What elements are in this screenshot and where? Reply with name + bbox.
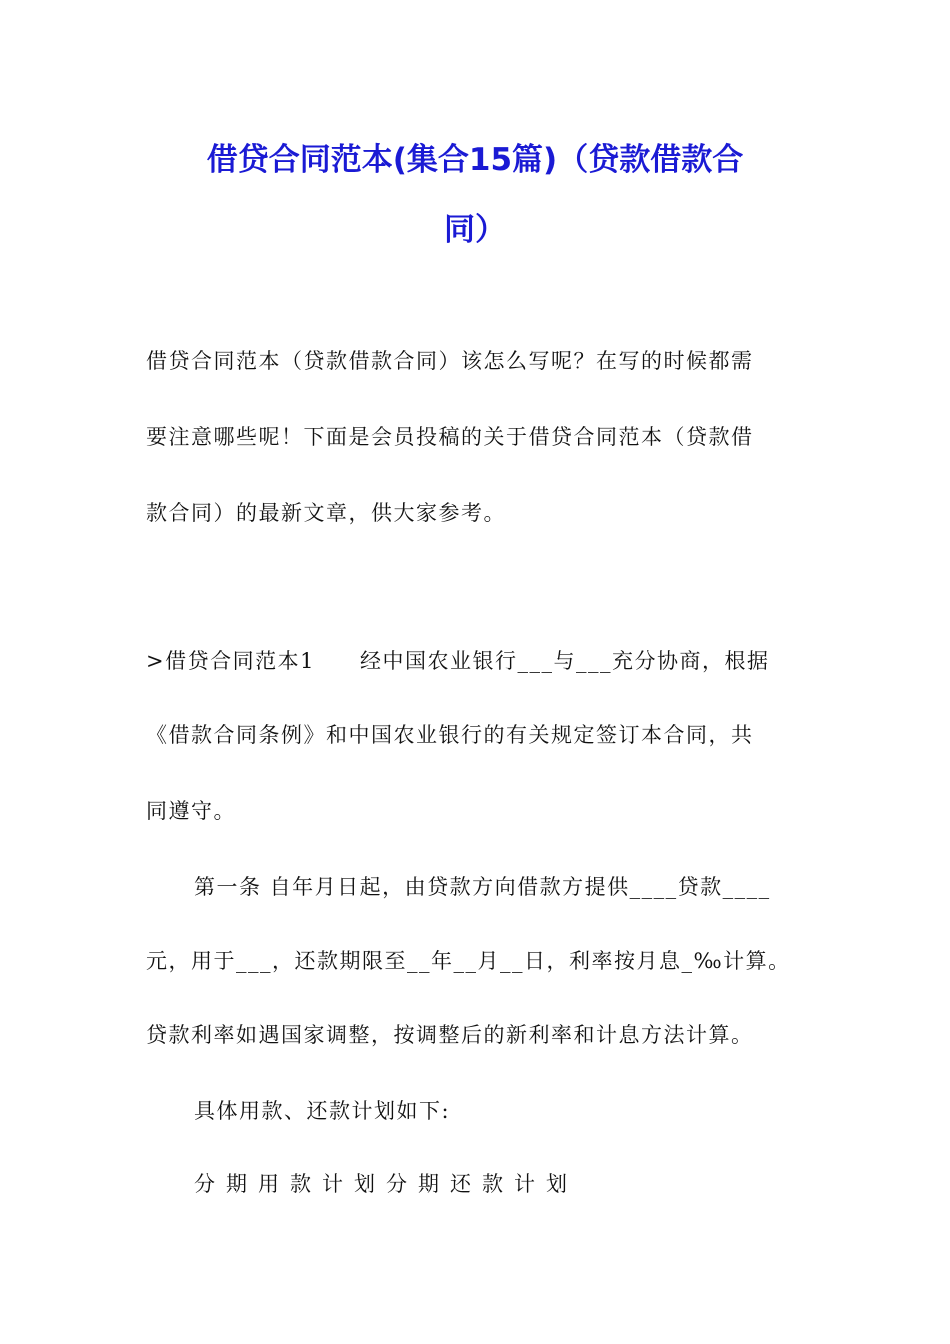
intro-line-3: 款合同）的最新文章，供大家参考。: [146, 501, 506, 525]
document-title-line-1: 借贷合同范本(集合15篇)（贷款借款合: [206, 142, 744, 178]
plan-intro-line: 具体用款、还款计划如下:: [194, 1099, 451, 1123]
article-one-line-1: 第一条 自年月日起，由贷款方向借款方提供____贷款____: [194, 875, 771, 899]
plan-table-header: 分期用款计划分期还款计划: [194, 1172, 578, 1196]
document-title-line-2: 同）: [444, 212, 506, 248]
intro-line-2: 要注意哪些呢！下面是会员投稿的关于借贷合同范本（贷款借: [146, 425, 754, 449]
body-line-2: 《借款合同条例》和中国农业银行的有关规定签订本合同，共: [146, 723, 754, 747]
article-one-line-2: 元，用于___，还款期限至__年__月__日，利率按月息_‰计算。: [146, 949, 791, 973]
body-line-3: 同遵守。: [146, 799, 236, 823]
section-heading-line: >借贷合同范本1 经中国农业银行___与___充分协商，根据: [146, 649, 770, 673]
article-one-line-3: 贷款利率如遇国家调整，按调整后的新利率和计息方法计算。: [146, 1023, 754, 1047]
intro-line-1: 借贷合同范本（贷款借款合同）该怎么写呢？在写的时候都需: [146, 349, 754, 373]
